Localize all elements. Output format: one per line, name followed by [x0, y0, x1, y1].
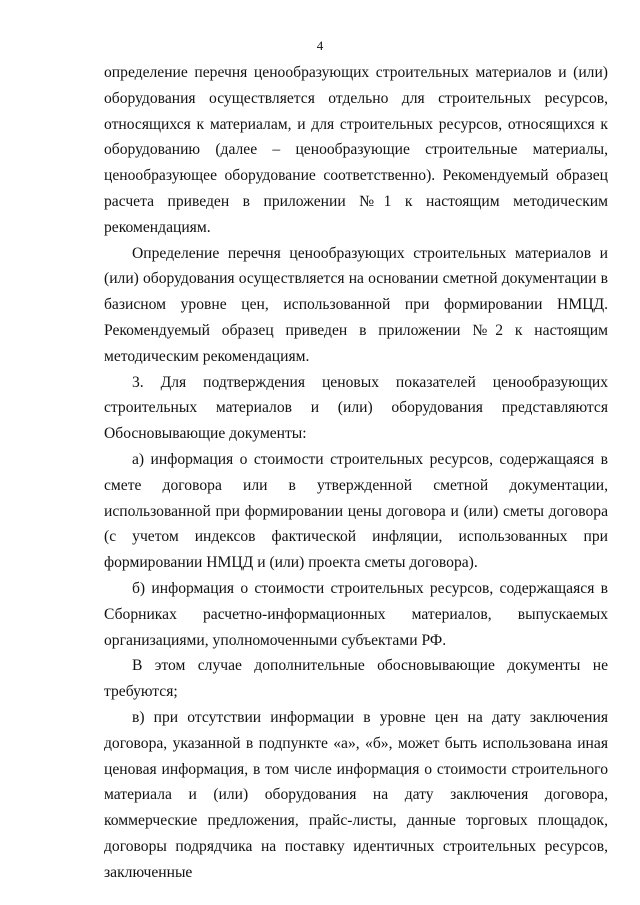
document-body: [104, 60, 608, 886]
paragraph-no-additional-docs: В этом случае дополнительные обосновывающие документы не требуются;: [104, 657, 608, 701]
page-number: 4: [316, 38, 324, 53]
paragraph-subitem-a: а) информация о стоимости строительных ресурсов, содержащаяся в смете договора или в утвержденной сметной документации, использованной при формировании цены договора и (или) сметы договора (с учетом индексов фактической инфляции, использованных при формировании НМЦД и (или) проекта сметы договора).: [104, 450, 608, 572]
paragraph-item-3: 3. Для подтверждения ценовых показателей ценообразующих строительных материалов и (или) оборудования представляются Обосновывающие документы:: [104, 373, 608, 443]
paragraph-subitem-v: в) при отсутствии информации в уровне цен на дату заключения договора, указанной в подпункте «а», «б», может быть использована иная ценовая информация, в том числе информация о стоимости строительного материала и (или) оборудования на дату заключения договора, коммерческие предложения, прайс-листы, данные торговых площадок, договоры подрядчика на поставку идентичных строительных ресурсов, заключенные: [104, 708, 608, 881]
paragraph-subitem-b: б) информация о стоимости строительных ресурсов, содержащаяся в Сборниках расчетно-информационных материалов, выпускаемых организациями, уполномоченными субъектами РФ.: [104, 579, 608, 649]
paragraph-list-determination: Определение перечня ценообразующих строительных материалов и (или) оборудования осуществляется на основании сметной документации в базисном уровне цен, использованной при формировании НМЦД. Рекомендуемый образец приведен в приложении №2 к настоящим методическим рекомендациям.: [104, 244, 608, 365]
paragraph-continuation: определение перечня ценообразующих строительных материалов и (или) оборудования осуществляется отдельно для строительных ресурсов, относящихся к материалам, и для строительных ресурсов, относящихся к оборудованию (далее – ценообразующие строительные материалы, ценообразующее оборудование соответственно). Рекомендуемый образец расчета приведен в приложении №1 к настоящим методическим рекомендациям.: [104, 64, 608, 236]
